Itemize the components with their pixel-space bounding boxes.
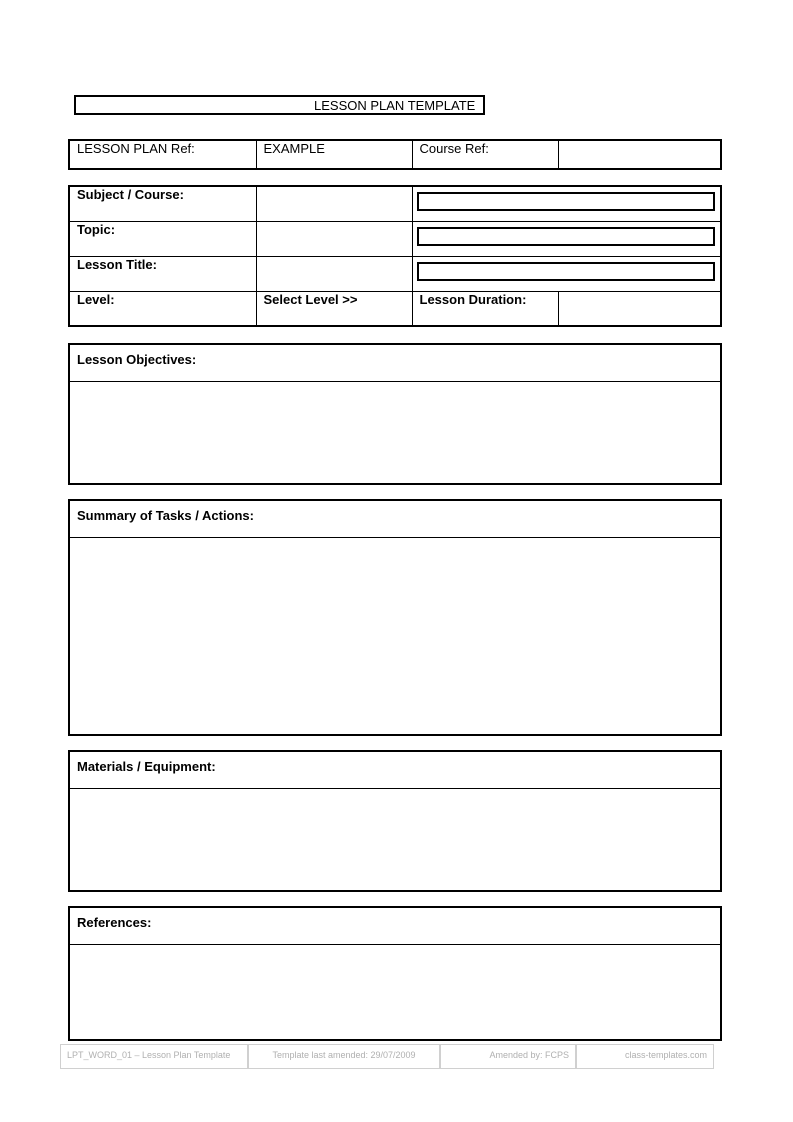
references-heading: References:	[70, 908, 720, 945]
tasks-field[interactable]	[70, 538, 720, 734]
page-title: LESSON PLAN TEMPLATE	[314, 98, 476, 113]
footer-amended-by: Amended by: FCPS	[440, 1044, 576, 1069]
references-section	[68, 906, 722, 1041]
materials-field[interactable]	[70, 789, 720, 890]
lesson-title-cell	[256, 256, 412, 291]
lesson-objectives-heading: Lesson Objectives:	[70, 345, 720, 382]
course-ref-label: Course Ref:	[412, 140, 558, 169]
topic-field[interactable]	[417, 227, 716, 246]
footer-amended-date: Template last amended: 29/07/2009	[248, 1044, 440, 1069]
lesson-title-field[interactable]	[417, 262, 716, 281]
subject-course-label: Subject / Course:	[69, 186, 256, 221]
lesson-title-cell-right	[412, 256, 721, 291]
lesson-ref-table	[68, 139, 722, 170]
footer-doc-id: LPT_WORD_01 – Lesson Plan Template	[60, 1044, 248, 1069]
lesson-plan-ref-value[interactable]: EXAMPLE	[256, 140, 412, 169]
course-ref-field[interactable]	[558, 140, 721, 169]
page-title-box	[74, 95, 485, 115]
lesson-details-table	[68, 185, 722, 327]
tasks-section	[68, 499, 722, 736]
lesson-objectives-field[interactable]	[70, 382, 720, 483]
lesson-title-label: Lesson Title:	[69, 256, 256, 291]
page-footer	[60, 1044, 714, 1069]
topic-cell-right	[412, 221, 721, 256]
topic-cell	[256, 221, 412, 256]
lesson-plan-ref-label: LESSON PLAN Ref:	[69, 140, 256, 169]
materials-section	[68, 750, 722, 892]
tasks-heading: Summary of Tasks / Actions:	[70, 501, 720, 538]
subject-course-cell-right	[412, 186, 721, 221]
level-select[interactable]: Select Level >>	[256, 291, 412, 326]
subject-course-cell	[256, 186, 412, 221]
subject-course-field[interactable]	[417, 192, 716, 211]
footer-site: class-templates.com	[576, 1044, 714, 1069]
references-field[interactable]	[70, 945, 720, 1039]
lesson-duration-label: Lesson Duration:	[412, 291, 558, 326]
topic-label: Topic:	[69, 221, 256, 256]
lesson-objectives-section	[68, 343, 722, 485]
materials-heading: Materials / Equipment:	[70, 752, 720, 789]
level-label: Level:	[69, 291, 256, 326]
lesson-duration-field[interactable]	[558, 291, 721, 326]
